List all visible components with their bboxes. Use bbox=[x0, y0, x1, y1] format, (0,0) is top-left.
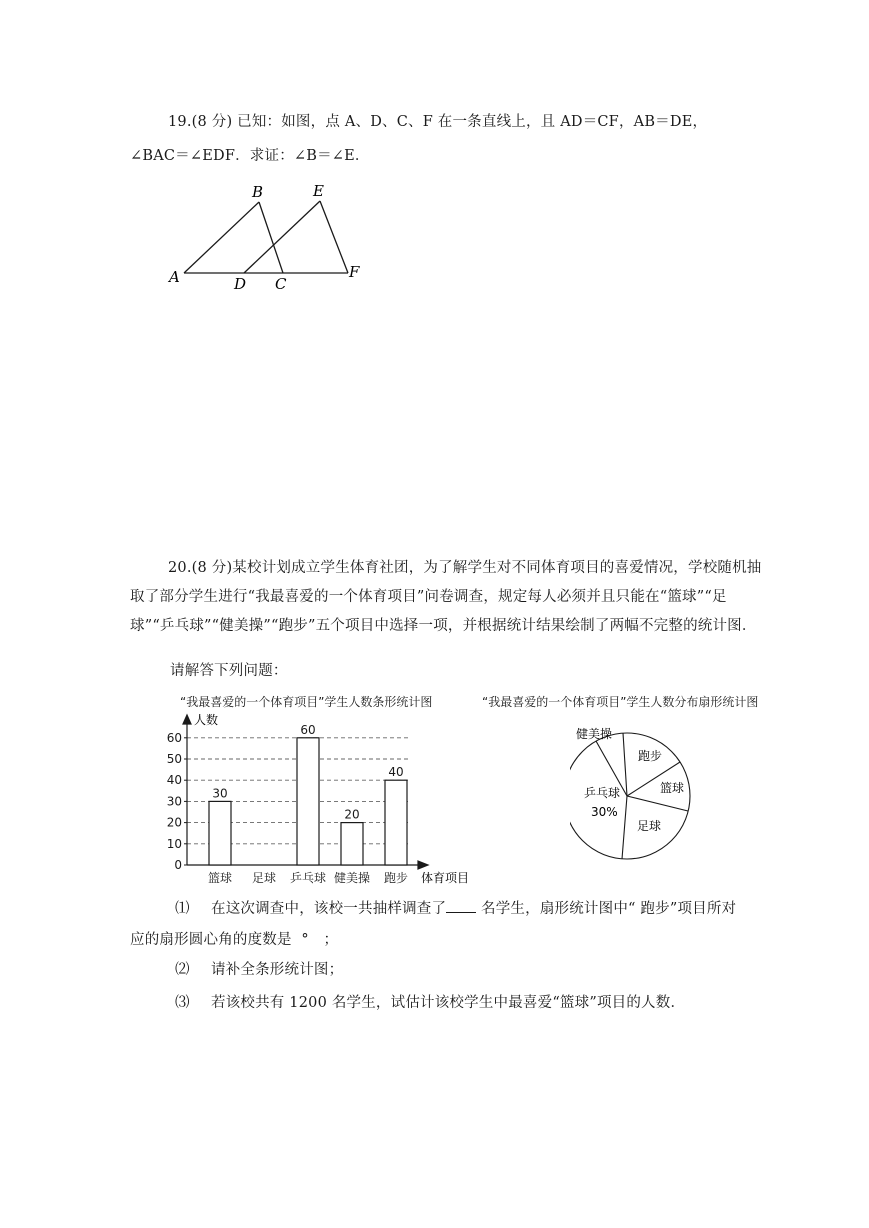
y-tick-label-0: 0 bbox=[174, 858, 182, 872]
category-label-0: 篮球 bbox=[207, 871, 233, 885]
y-tick-label-40: 40 bbox=[166, 773, 182, 788]
sub1-text-d: ° ； bbox=[301, 932, 339, 948]
q19-line1: 19.(8 分) 已知：如图，点 A、D、C、F 在一条直线上，且 AD＝CF，AB＝DE， bbox=[168, 114, 708, 130]
y-tick-label-20: 20 bbox=[166, 815, 182, 830]
segment-ef bbox=[320, 201, 348, 273]
x-axis-label: 体育项目 bbox=[421, 871, 470, 885]
y-axis-arrow bbox=[183, 715, 191, 724]
bar-value-label-2: 60 bbox=[300, 722, 316, 737]
segment-bc bbox=[259, 202, 283, 273]
category-label-1: 足球 bbox=[251, 871, 277, 885]
q20-line1: 20.(8 分)某校计划成立学生体育社团，为了解学生对不同体育项目的喜爱情况，学校随机抽 bbox=[168, 560, 762, 576]
sub1-number: ⑴ bbox=[175, 901, 190, 917]
sub3-text: 若该校共有 1200 名学生，试估计该校学生中最喜爱“篮球”项目的人数． bbox=[211, 995, 686, 1011]
pie-label-lanqiu: 篮球 bbox=[660, 781, 685, 795]
point-e-label: E bbox=[313, 182, 324, 200]
category-label-3: 健美操 bbox=[333, 871, 371, 885]
point-c-label: C bbox=[275, 275, 287, 290]
answer-blank-total[interactable] bbox=[446, 900, 476, 913]
point-a-label: A bbox=[169, 268, 180, 286]
pie-chart-title: “我最喜爱的一个体育项目”学生人数分布扇形统计图 bbox=[482, 695, 759, 709]
segment-de bbox=[244, 201, 320, 273]
bar-3 bbox=[341, 823, 363, 865]
pie-label-jianmeicao: 健美操 bbox=[576, 727, 613, 741]
q20-line3: 球”“乒乓球”“健美操”“跑步”五个项目中选择一项，并根据统计结果绘制了两幅不完整的统计图． bbox=[130, 618, 757, 634]
y-tick-label-10: 10 bbox=[166, 836, 182, 851]
pie-label-pingpang: 乒乓球 bbox=[584, 786, 621, 800]
pie-divider-2 bbox=[623, 733, 627, 796]
pie-label-pingpang-percent: 30% bbox=[591, 805, 618, 819]
triangle-figure bbox=[160, 178, 380, 290]
sub1-text-c: 应的扇形圆心角的度数是 bbox=[130, 932, 292, 948]
pie-label-zuqiu: 足球 bbox=[637, 819, 662, 833]
q20-line2: 取了部分学生进行“我最喜爱的一个体育项目”问卷调查，规定每人必须并且只能在“篮球”“足 bbox=[130, 589, 727, 605]
y-tick-label-30: 30 bbox=[166, 794, 182, 809]
x-axis-arrow bbox=[418, 861, 428, 869]
bar-value-label-4: 40 bbox=[388, 765, 404, 780]
y-tick-label-60: 60 bbox=[166, 730, 182, 745]
category-label-4: 跑步 bbox=[383, 871, 409, 885]
bar-value-label-0: 30 bbox=[212, 786, 228, 801]
q19-line2: ∠BAC＝∠EDF．求证：∠B＝∠E． bbox=[130, 148, 370, 164]
pie-divider-5 bbox=[622, 796, 627, 859]
pie-divider-4 bbox=[627, 796, 688, 811]
segment-ab bbox=[184, 202, 259, 273]
sub2-number: ⑵ bbox=[175, 962, 190, 978]
sub2-text: 请补全条形统计图； bbox=[211, 962, 344, 978]
bar-chart-title: “我最喜爱的一个体育项目”学生人数条形统计图 bbox=[180, 695, 433, 709]
sub1-text-a: 在这次调查中，该校一共抽样调查了 bbox=[211, 901, 447, 917]
bar-2 bbox=[297, 738, 319, 865]
bar-0 bbox=[209, 801, 231, 865]
sub1-text-b: 名学生，扇形统计图中“ 跑步”项目所对 bbox=[481, 901, 737, 917]
pie-label-paobu: 跑步 bbox=[638, 749, 663, 763]
point-b-label: B bbox=[252, 183, 264, 201]
bar-4 bbox=[385, 780, 407, 865]
sub1-line2 bbox=[130, 928, 338, 949]
y-tick-label-50: 50 bbox=[166, 752, 182, 766]
category-label-2: 乒乓球 bbox=[289, 871, 327, 885]
y-axis-label: 人数 bbox=[194, 713, 219, 727]
sub1-line1 bbox=[211, 897, 736, 918]
point-d-label: D bbox=[234, 275, 247, 290]
q20-prompt: 请解答下列问题： bbox=[170, 663, 288, 679]
bar-value-label-3: 20 bbox=[344, 807, 360, 822]
point-f-label: F bbox=[349, 263, 360, 281]
pie-chart bbox=[570, 718, 710, 860]
bar-chart bbox=[165, 712, 485, 888]
sub3-number: ⑶ bbox=[175, 995, 190, 1011]
